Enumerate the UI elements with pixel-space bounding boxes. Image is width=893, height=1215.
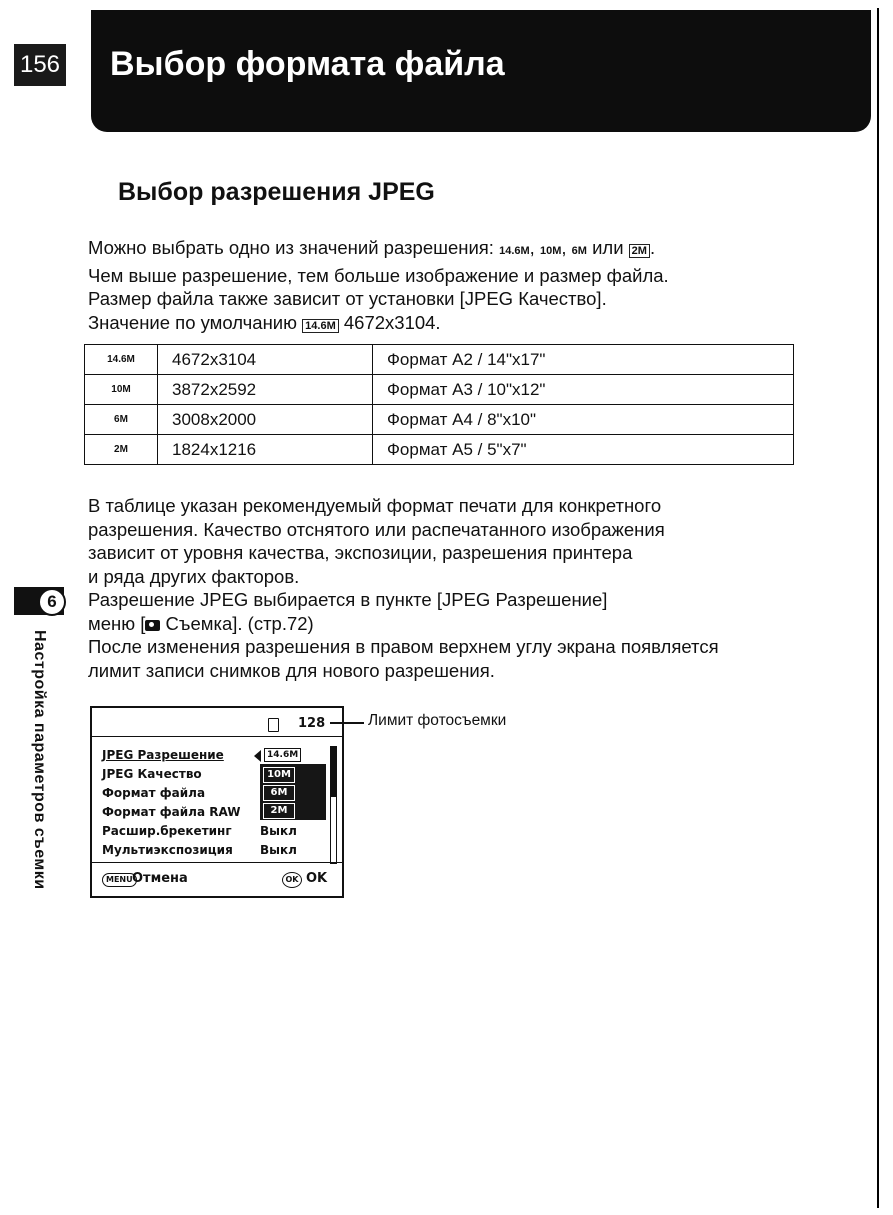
screen-status-bar — [92, 708, 342, 737]
menu-item-bracketing[interactable]: Расшир.брекетинг — [102, 824, 232, 838]
page-number: 156 — [14, 44, 66, 86]
scroll-thumb[interactable] — [331, 747, 336, 797]
screen-footer — [92, 862, 342, 897]
res-6m-icon: 6M — [571, 245, 587, 257]
notes-line-1: В таблице указан рекомендуемый формат печати для конкретного — [88, 495, 662, 516]
res-icon-cell: 2M — [85, 435, 158, 465]
notes-line-7: После изменения разрешения в правом верхнем углу экрана появляется — [88, 636, 719, 657]
notes-line-4: и ряда других факторов. — [88, 565, 300, 587]
menu-scrollbar[interactable] — [330, 746, 337, 864]
notes-line-2: разрешения. Качество отснятого или распечатанного изображения — [88, 518, 665, 540]
print-size-cell: Формат A3 / 10"x12" — [373, 375, 794, 405]
section-title: Выбор разрешения JPEG — [118, 178, 435, 206]
pixels-cell: 3008x2000 — [158, 405, 373, 435]
res-icon-cell: 14.6M — [85, 345, 158, 375]
cancel-label: Отмена — [132, 871, 188, 886]
pixels-cell: 1824x1216 — [158, 435, 373, 465]
res-icon-cell: 6M — [85, 405, 158, 435]
callout-line — [330, 722, 364, 724]
value-multi-exposure: Выкл — [260, 843, 297, 857]
print-size-cell: Формат A5 / 5"x7" — [373, 435, 794, 465]
resolution-table — [84, 344, 794, 465]
current-resolution-value[interactable]: 14.6M — [264, 748, 301, 762]
resolution-dropdown — [260, 764, 326, 820]
notes-line-6: меню [ Съемка]. (стр.72) — [88, 612, 314, 634]
menu-item-jpeg-quality[interactable]: JPEG Качество — [102, 767, 202, 781]
res-10m-icon: 10M — [539, 245, 562, 257]
value-bracketing: Выкл — [260, 824, 297, 838]
intro-line-4: Значение по умолчанию 14.6M 4672x3104. — [88, 311, 441, 333]
intro-line-2: Чем выше разрешение, тем больше изображение и размер файла. — [88, 264, 669, 286]
callout-label: Лимит фотосъемки — [368, 712, 507, 729]
menu-button-icon[interactable]: MENU — [102, 873, 137, 887]
table-row — [85, 405, 794, 435]
camera-menu-screen — [90, 706, 344, 898]
camera-icon — [145, 620, 160, 631]
pixels-cell: 4672x3104 — [158, 345, 373, 375]
res-icon-cell: 10M — [85, 375, 158, 405]
pixels-cell: 3872x2592 — [158, 375, 373, 405]
intro-paragraph — [88, 236, 803, 334]
print-size-cell: Формат A4 / 8"x10" — [373, 405, 794, 435]
page-title: Выбор формата файла — [110, 45, 505, 83]
ok-button-icon[interactable]: OK — [282, 872, 302, 888]
table-row — [85, 435, 794, 465]
menu-item-file-format[interactable]: Формат файла — [102, 786, 206, 800]
ok-label: OK — [306, 871, 328, 886]
menu-item-raw-format[interactable]: Формат файла RAW — [102, 805, 241, 819]
res-14-6m-icon: 14.6M — [499, 245, 530, 257]
intro-line-3: Размер файла также зависит от установки [JPEG Качество]. — [88, 288, 607, 309]
memory-card-icon — [268, 718, 279, 732]
option-2m[interactable]: 2M — [263, 803, 295, 819]
notes-paragraph — [88, 494, 803, 682]
res-2m-icon: 2M — [629, 244, 650, 258]
print-size-cell: Формат A2 / 14"x17" — [373, 345, 794, 375]
option-10m[interactable]: 10M — [263, 767, 295, 783]
notes-line-5: Разрешение JPEG выбирается в пункте [JPEG Разрешение] — [88, 589, 608, 610]
menu-item-multi-exposure[interactable]: Мультиэкспозиция — [102, 843, 233, 857]
notes-line-3: зависит от уровня качества, экспозиции, разрешения принтера — [88, 542, 633, 563]
page-edge-line — [877, 8, 879, 1208]
chapter-number: 6 — [38, 588, 66, 616]
intro-line-1: Можно выбрать одно из значений разрешения: 14.6M, 10M, 6M или 2M . — [88, 237, 656, 258]
table-row — [85, 375, 794, 405]
option-6m[interactable]: 6M — [263, 785, 295, 801]
shots-remaining: 128 — [298, 716, 326, 731]
table-row — [85, 345, 794, 375]
default-res-icon: 14.6M — [302, 319, 339, 333]
menu-values — [260, 822, 297, 860]
menu-list — [102, 746, 240, 860]
notes-line-8: лимит записи снимков для нового разрешения. — [88, 659, 495, 681]
chapter-label: Настройка параметров съемки — [31, 630, 48, 890]
menu-item-jpeg-resolution[interactable]: JPEG Разрешение — [102, 748, 224, 762]
selection-arrow-icon — [254, 750, 261, 762]
